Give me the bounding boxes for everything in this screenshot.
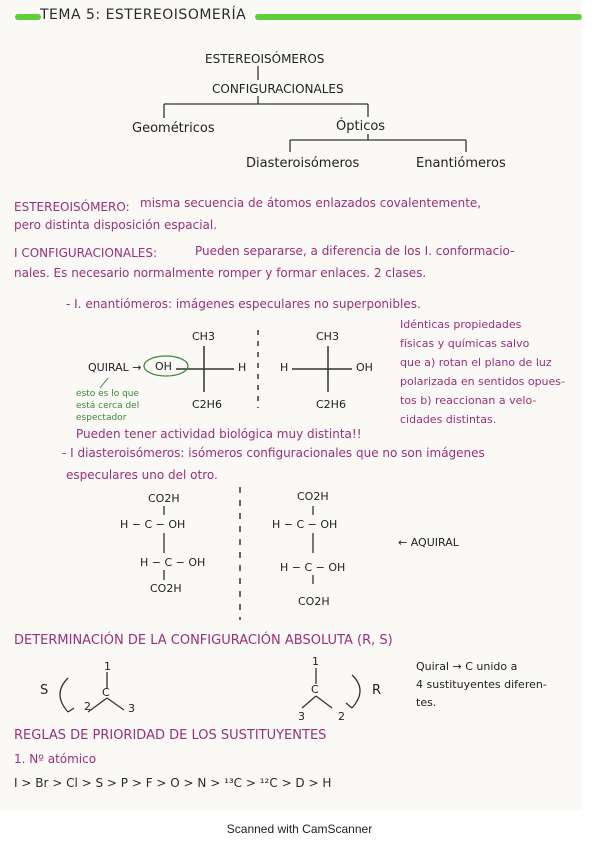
tree-root: ESTEREOISÓMEROS (205, 52, 325, 66)
oh-left: OH (155, 360, 172, 373)
r-carbon: C (311, 683, 319, 696)
tree-left: Geométricos (132, 121, 215, 136)
r-label: R (372, 683, 382, 698)
row-left-1: H − C − OH (120, 518, 186, 531)
r-number-3: 3 (298, 710, 305, 723)
c2h6-right: C2H6 (316, 398, 346, 411)
identicas-line-5: tos b) reaccionan a velo- (400, 394, 537, 407)
row-left-2: H − C − OH (140, 556, 206, 569)
identicas-line-4: polarizada en sentidos opues- (400, 375, 565, 388)
s-label: S (40, 683, 49, 698)
s-number-2: 2 (84, 700, 91, 713)
s-carbon: C (102, 686, 110, 699)
identicas-line-1: Idénticas propiedades (400, 318, 522, 331)
co2h-top-left: CO2H (148, 492, 180, 505)
quiral-note-2: 4 sustituyentes diferen- (416, 678, 547, 691)
tree-right: Ópticos (336, 119, 386, 134)
config-term: I CONFIGURACIONALES: (14, 246, 158, 260)
quiral-note-1: Quiral → C unido a (416, 660, 518, 673)
co2h-bottom-right: CO2H (298, 595, 330, 608)
note-line-2: está cerca del (76, 401, 140, 411)
oh-right: OH (356, 361, 373, 374)
co2h-bottom-left: CO2H (150, 582, 182, 595)
tree-right-right: Enantiómeros (416, 156, 506, 171)
enant-item: - I. enantiómeros: imágenes especulares no superponibles. (66, 297, 421, 311)
c2h6-left: C2H6 (192, 398, 222, 411)
quiral-note-3: tes. (416, 696, 437, 709)
h-right: H (280, 361, 289, 374)
co2h-top-right: CO2H (297, 490, 329, 503)
config-text-2: nales. Es necesario normalmente romper y formar enlaces. 2 clases. (14, 266, 427, 280)
aquiral-label: ← AQUIRAL (398, 536, 459, 549)
ch3-right: CH3 (316, 330, 339, 343)
r-number-1: 1 (312, 655, 319, 668)
quiral-label: QUIRAL → (88, 361, 142, 374)
h-left: H (238, 361, 247, 374)
estereo-term: ESTEREOISÓMERO: (14, 200, 130, 214)
note-line-3: espectador (76, 413, 127, 423)
estereo-text-1: misma secuencia de átomos enlazados covalentemente, (140, 196, 482, 210)
rules-item: 1. Nº atómico (14, 752, 97, 766)
tree-right-left: Diasteroisómeros (246, 156, 360, 171)
page-title: TEMA 5: ESTEREOISOMERÍA (40, 7, 247, 23)
tree-child: CONFIGURACIONALES (212, 82, 344, 96)
s-number-3: 3 (128, 702, 135, 715)
identicas-line-2: físicas y químicas salvo (400, 337, 530, 350)
row-right-2: H − C − OH (280, 561, 346, 574)
estereo-text-2: pero distinta disposición espacial. (14, 218, 218, 232)
note-line-1: esto es lo que (76, 389, 140, 399)
config-text-1: Pueden separarse, a diferencia de los I. conformacio- (195, 244, 515, 258)
rules-title: REGLAS DE PRIORIDAD DE LOS SUSTITUYENTES (14, 728, 327, 743)
identicas-line-3: que a) rotan el plano de luz (400, 356, 552, 369)
rules-order: I > Br > Cl > S > P > F > O > N > ¹³C > ¹²C > D > H (14, 776, 332, 790)
section2-title: DETERMINACIÓN DE LA CONFIGURACIÓN ABSOLUTA (R, S) (14, 633, 393, 648)
scanner-watermark: Scanned with CamScanner (226, 822, 373, 836)
bio-activity: Pueden tener actividad biológica muy distinta!! (76, 427, 362, 441)
row-right-1: H − C − OH (272, 518, 338, 531)
r-number-2: 2 (338, 710, 345, 723)
s-number-1: 1 (104, 660, 111, 673)
identicas-line-6: cidades distintas. (400, 413, 497, 426)
ch3-left: CH3 (192, 330, 215, 343)
diaster-item-2: especulares uno del otro. (66, 468, 218, 482)
diaster-item-1: - I diasteroisómeros: isómeros configuracionales que no son imágenes (62, 446, 485, 460)
